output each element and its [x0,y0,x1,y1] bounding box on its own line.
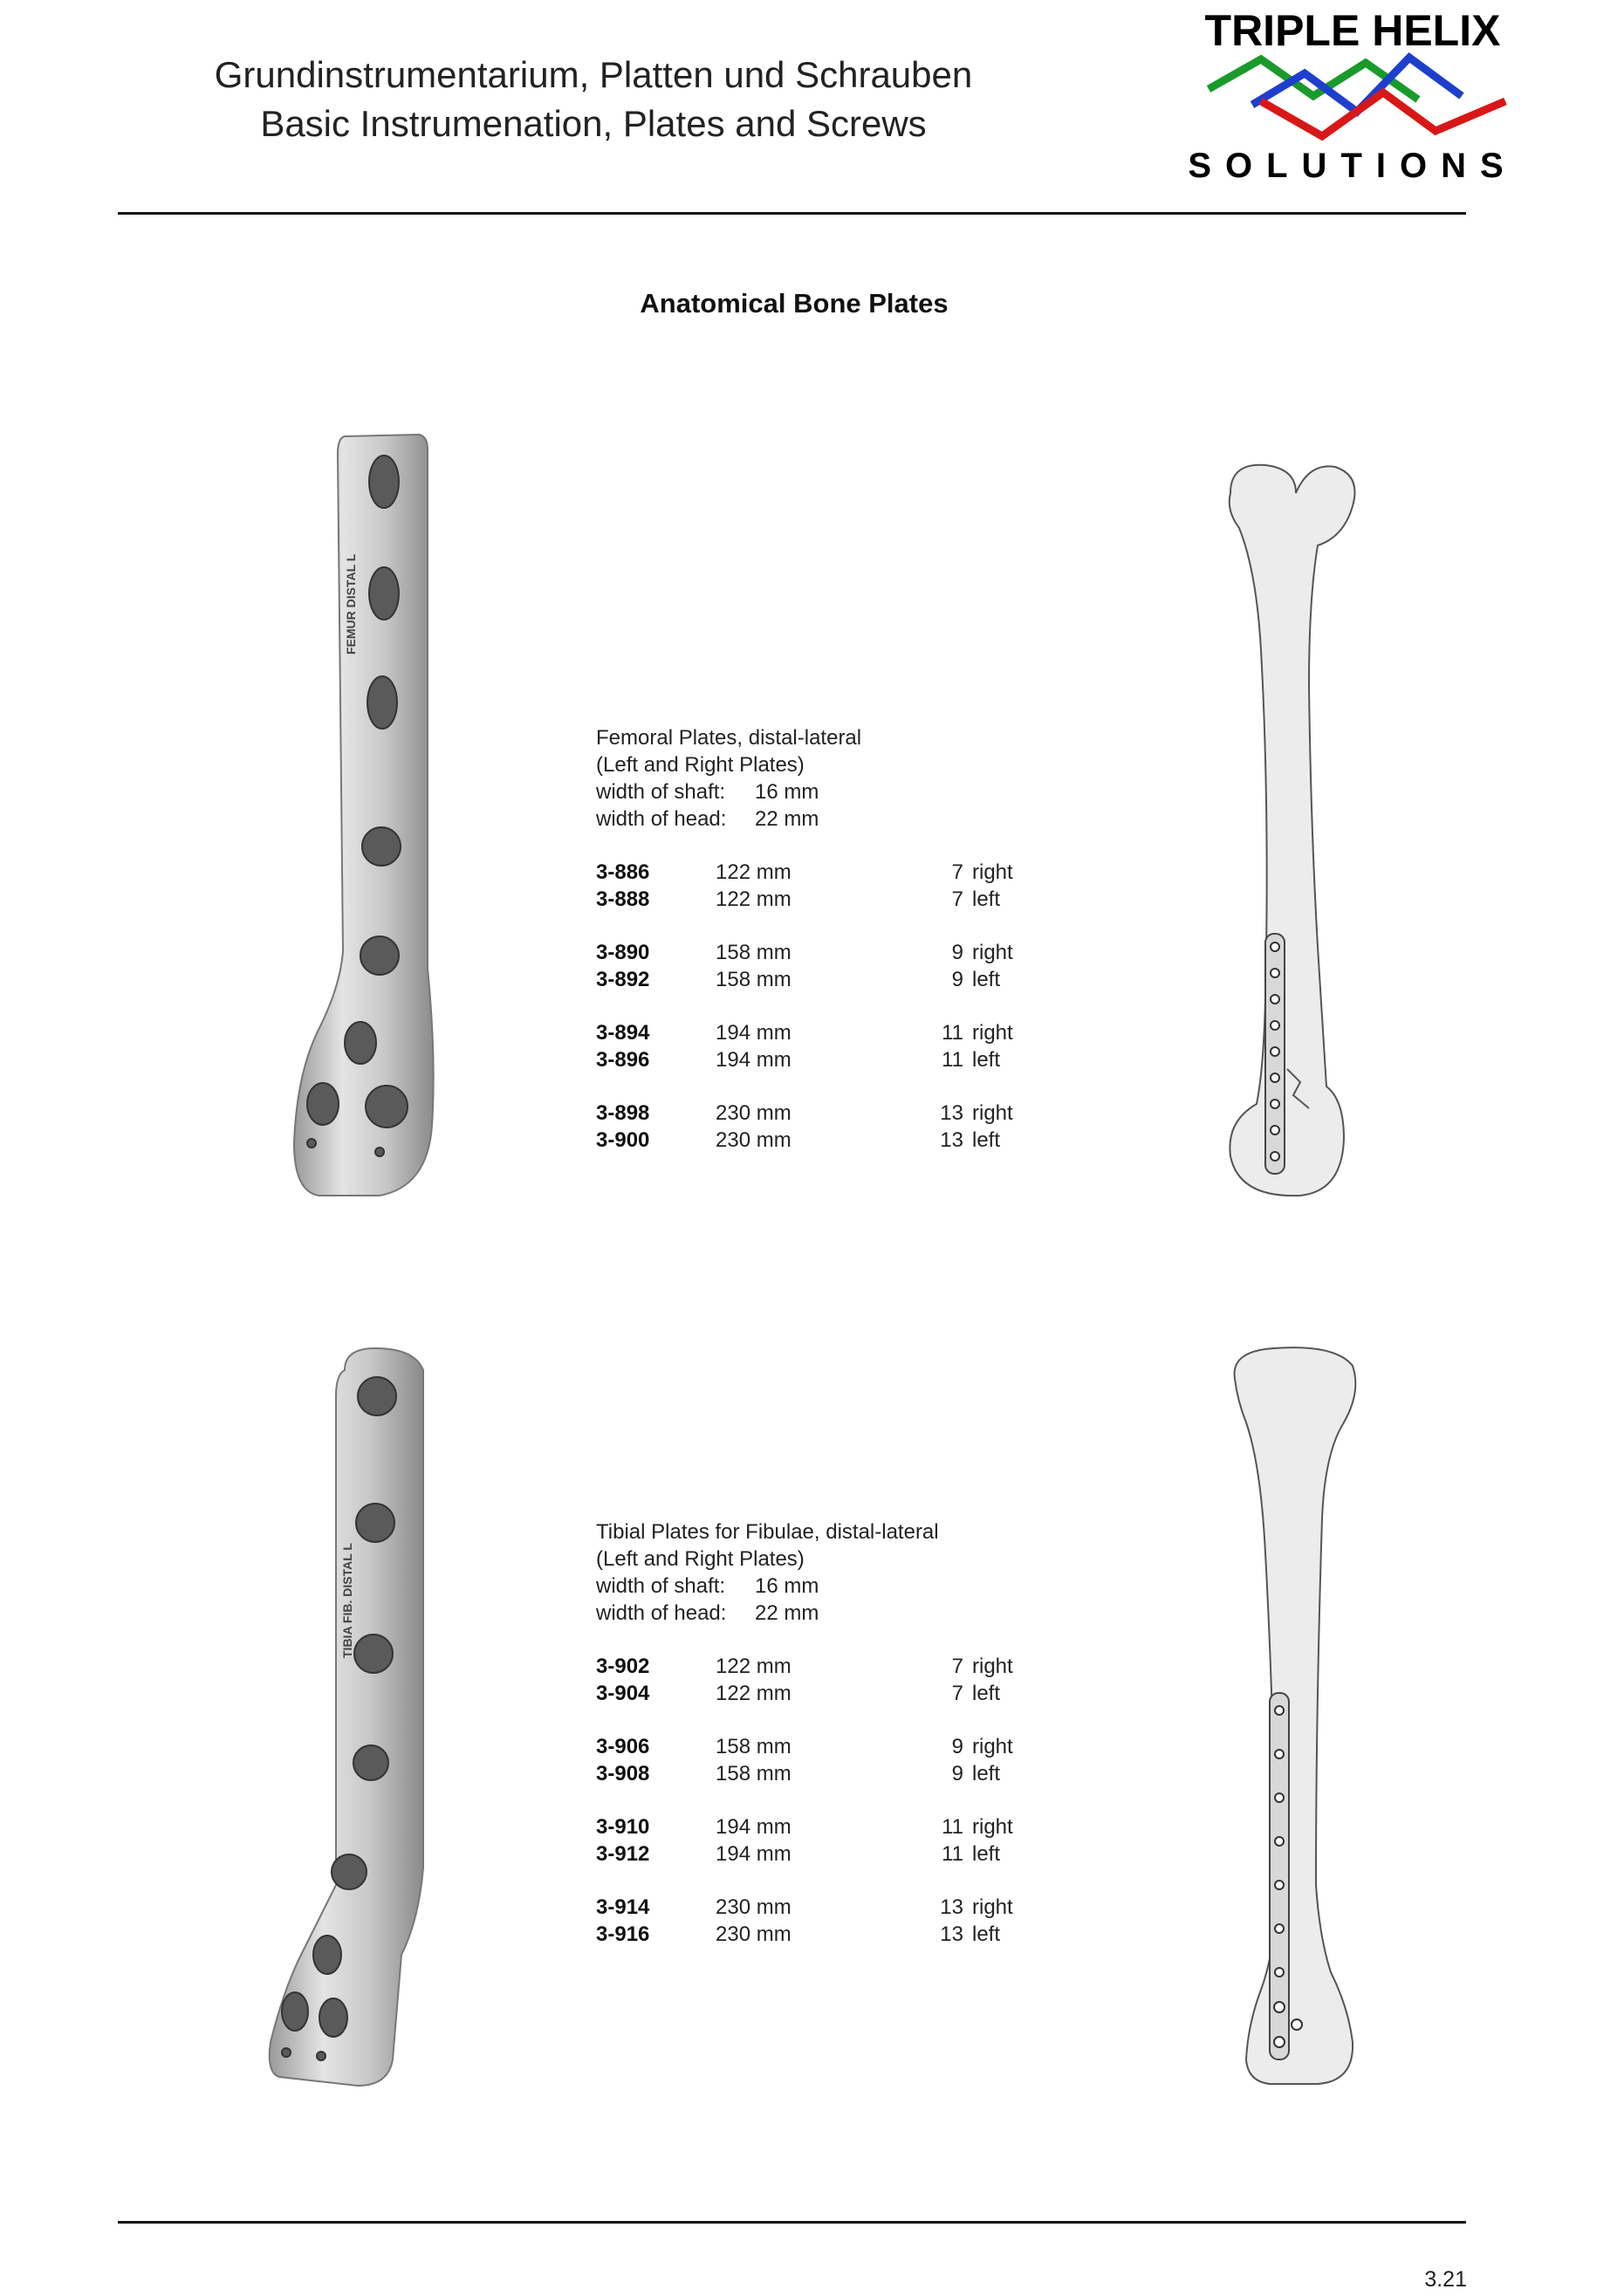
item-code: 3-910 [596,1815,650,1839]
item-code: 3-912 [596,1842,650,1866]
table-row [596,1127,1085,1154]
header-title-german: Grundinstrumentarium, Platten und Schrauben [214,54,973,95]
item-code: 3-902 [596,1655,650,1678]
table-row [596,1733,1085,1760]
item-length: 194 mm [716,1842,791,1866]
item-code: 3-908 [596,1762,650,1785]
table-row [596,1813,1085,1840]
helix-red-wave [1261,93,1505,136]
item-holes: 11 [942,1842,963,1866]
tibial-group [596,1813,1085,1868]
item-length: 158 mm [716,968,791,991]
femoral-head-label: width of head: [596,807,727,831]
item-holes: 9 [951,941,963,964]
item-side: right [972,1735,1013,1758]
femur-bone-illustration [1213,458,1370,1200]
table-row [596,1760,1085,1787]
item-code: 3-890 [596,941,650,964]
femoral-group [596,1100,1085,1154]
item-code: 3-898 [596,1101,650,1125]
item-length: 230 mm [716,1128,791,1152]
item-code: 3-906 [596,1735,650,1758]
femoral-group [596,939,1085,993]
table-row [596,1019,1085,1046]
femoral-shaft-value: 16 mm [755,780,819,804]
tibia-bone-illustration [1222,1344,1379,2094]
femoral-head-value: 22 mm [755,807,819,831]
footer-divider [118,2221,1466,2224]
item-holes: 7 [951,1655,963,1678]
item-side: left [972,1842,1001,1866]
tibial-head-value: 22 mm [755,1601,819,1625]
tibial-shaft-value: 16 mm [755,1574,819,1598]
header-title-english: Basic Instrumenation, Plates and Screws [260,103,927,144]
tibial-head-width [596,1600,1085,1627]
company-logo [1187,0,1518,201]
header-title [175,51,1012,148]
item-length: 122 mm [716,1682,791,1705]
item-holes: 13 [940,1922,963,1946]
item-side: right [972,941,1013,964]
item-holes: 13 [940,1101,963,1125]
table-row [596,939,1085,966]
item-side: right [972,1815,1013,1839]
item-length: 194 mm [716,1021,791,1045]
table-row [596,966,1085,993]
item-side: left [972,1048,1001,1072]
item-holes: 9 [951,1762,963,1785]
item-length: 230 mm [716,1922,791,1946]
tibial-shaft-label: width of shaft: [596,1574,726,1598]
tibial-specs [596,1518,1085,1974]
item-code: 3-904 [596,1682,650,1705]
item-holes: 9 [951,968,963,991]
item-length: 122 mm [716,1655,791,1678]
femoral-shaft-width [596,778,1085,805]
femoral-head-width [596,805,1085,833]
tibial-subtitle: (Left and Right Plates) [596,1547,805,1571]
item-code: 3-886 [596,860,650,884]
femoral-subtitle: (Left and Right Plates) [596,753,805,777]
table-row [596,1894,1085,1921]
item-holes: 7 [951,888,963,911]
item-code: 3-916 [596,1922,650,1946]
femoral-specs [596,724,1085,1180]
femoral-title: Femoral Plates, distal-lateral [596,726,862,750]
section-title: Anatomical Bone Plates [640,288,949,319]
table-row [596,886,1085,913]
item-code: 3-892 [596,968,650,991]
item-side: left [972,888,1001,911]
item-side: right [972,1101,1013,1125]
tibial-group [596,1894,1085,1948]
item-length: 194 mm [716,1048,791,1072]
item-code: 3-914 [596,1895,650,1919]
tibial-plate-image [262,1344,454,2094]
femoral-shaft-label: width of shaft: [596,780,726,804]
item-side: right [972,1895,1013,1919]
tibial-table [596,1653,1085,1948]
femoral-group [596,1019,1085,1073]
item-holes: 11 [942,1021,963,1045]
item-holes: 9 [951,1735,963,1758]
table-row [596,1840,1085,1868]
femoral-group [596,859,1085,913]
item-holes: 7 [951,860,963,884]
item-length: 230 mm [716,1101,791,1125]
item-code: 3-894 [596,1021,650,1045]
item-holes: 13 [940,1895,963,1919]
item-code: 3-896 [596,1048,650,1072]
item-side: right [972,1655,1013,1678]
logo-bottom-text: SOLUTIONS [1188,147,1518,185]
tibial-head-label: width of head: [596,1601,727,1625]
item-side: left [972,1682,1001,1705]
item-length: 158 mm [716,941,791,964]
item-code: 3-888 [596,888,650,911]
item-side: left [972,1128,1001,1152]
item-length: 194 mm [716,1815,791,1839]
table-row [596,1046,1085,1073]
table-row [596,1653,1085,1680]
helix-wave-icon [1200,51,1514,147]
item-side: right [972,1021,1013,1045]
table-row [596,1921,1085,1948]
table-row [596,1100,1085,1127]
header-divider [118,212,1466,215]
item-side: left [972,968,1001,991]
femoral-table [596,859,1085,1154]
tibial-plate-engraving: TIBIA FIB. DISTAL L [340,1543,354,1658]
page-number: 3.21 [1424,2267,1467,2292]
item-length: 230 mm [716,1895,791,1919]
tibial-title: Tibial Plates for Fibulae, distal-lateral [596,1520,939,1544]
item-length: 122 mm [716,888,791,911]
logo-top-text: TRIPLE HELIX [1204,6,1501,55]
item-side: left [972,1762,1001,1785]
femoral-plate-image [284,428,458,1213]
table-row [596,859,1085,886]
item-holes: 13 [940,1128,963,1152]
item-holes: 11 [942,1815,963,1839]
item-holes: 7 [951,1682,963,1705]
item-holes: 11 [942,1048,963,1072]
item-length: 158 mm [716,1762,791,1785]
tibial-shaft-width [596,1573,1085,1600]
tibial-group [596,1733,1085,1787]
item-code: 3-900 [596,1128,650,1152]
table-row [596,1680,1085,1707]
femoral-plate-engraving: FEMUR DISTAL L [344,553,358,655]
item-length: 122 mm [716,860,791,884]
tibial-group [596,1653,1085,1707]
item-length: 158 mm [716,1735,791,1758]
item-side: left [972,1922,1001,1946]
item-side: right [972,860,1013,884]
